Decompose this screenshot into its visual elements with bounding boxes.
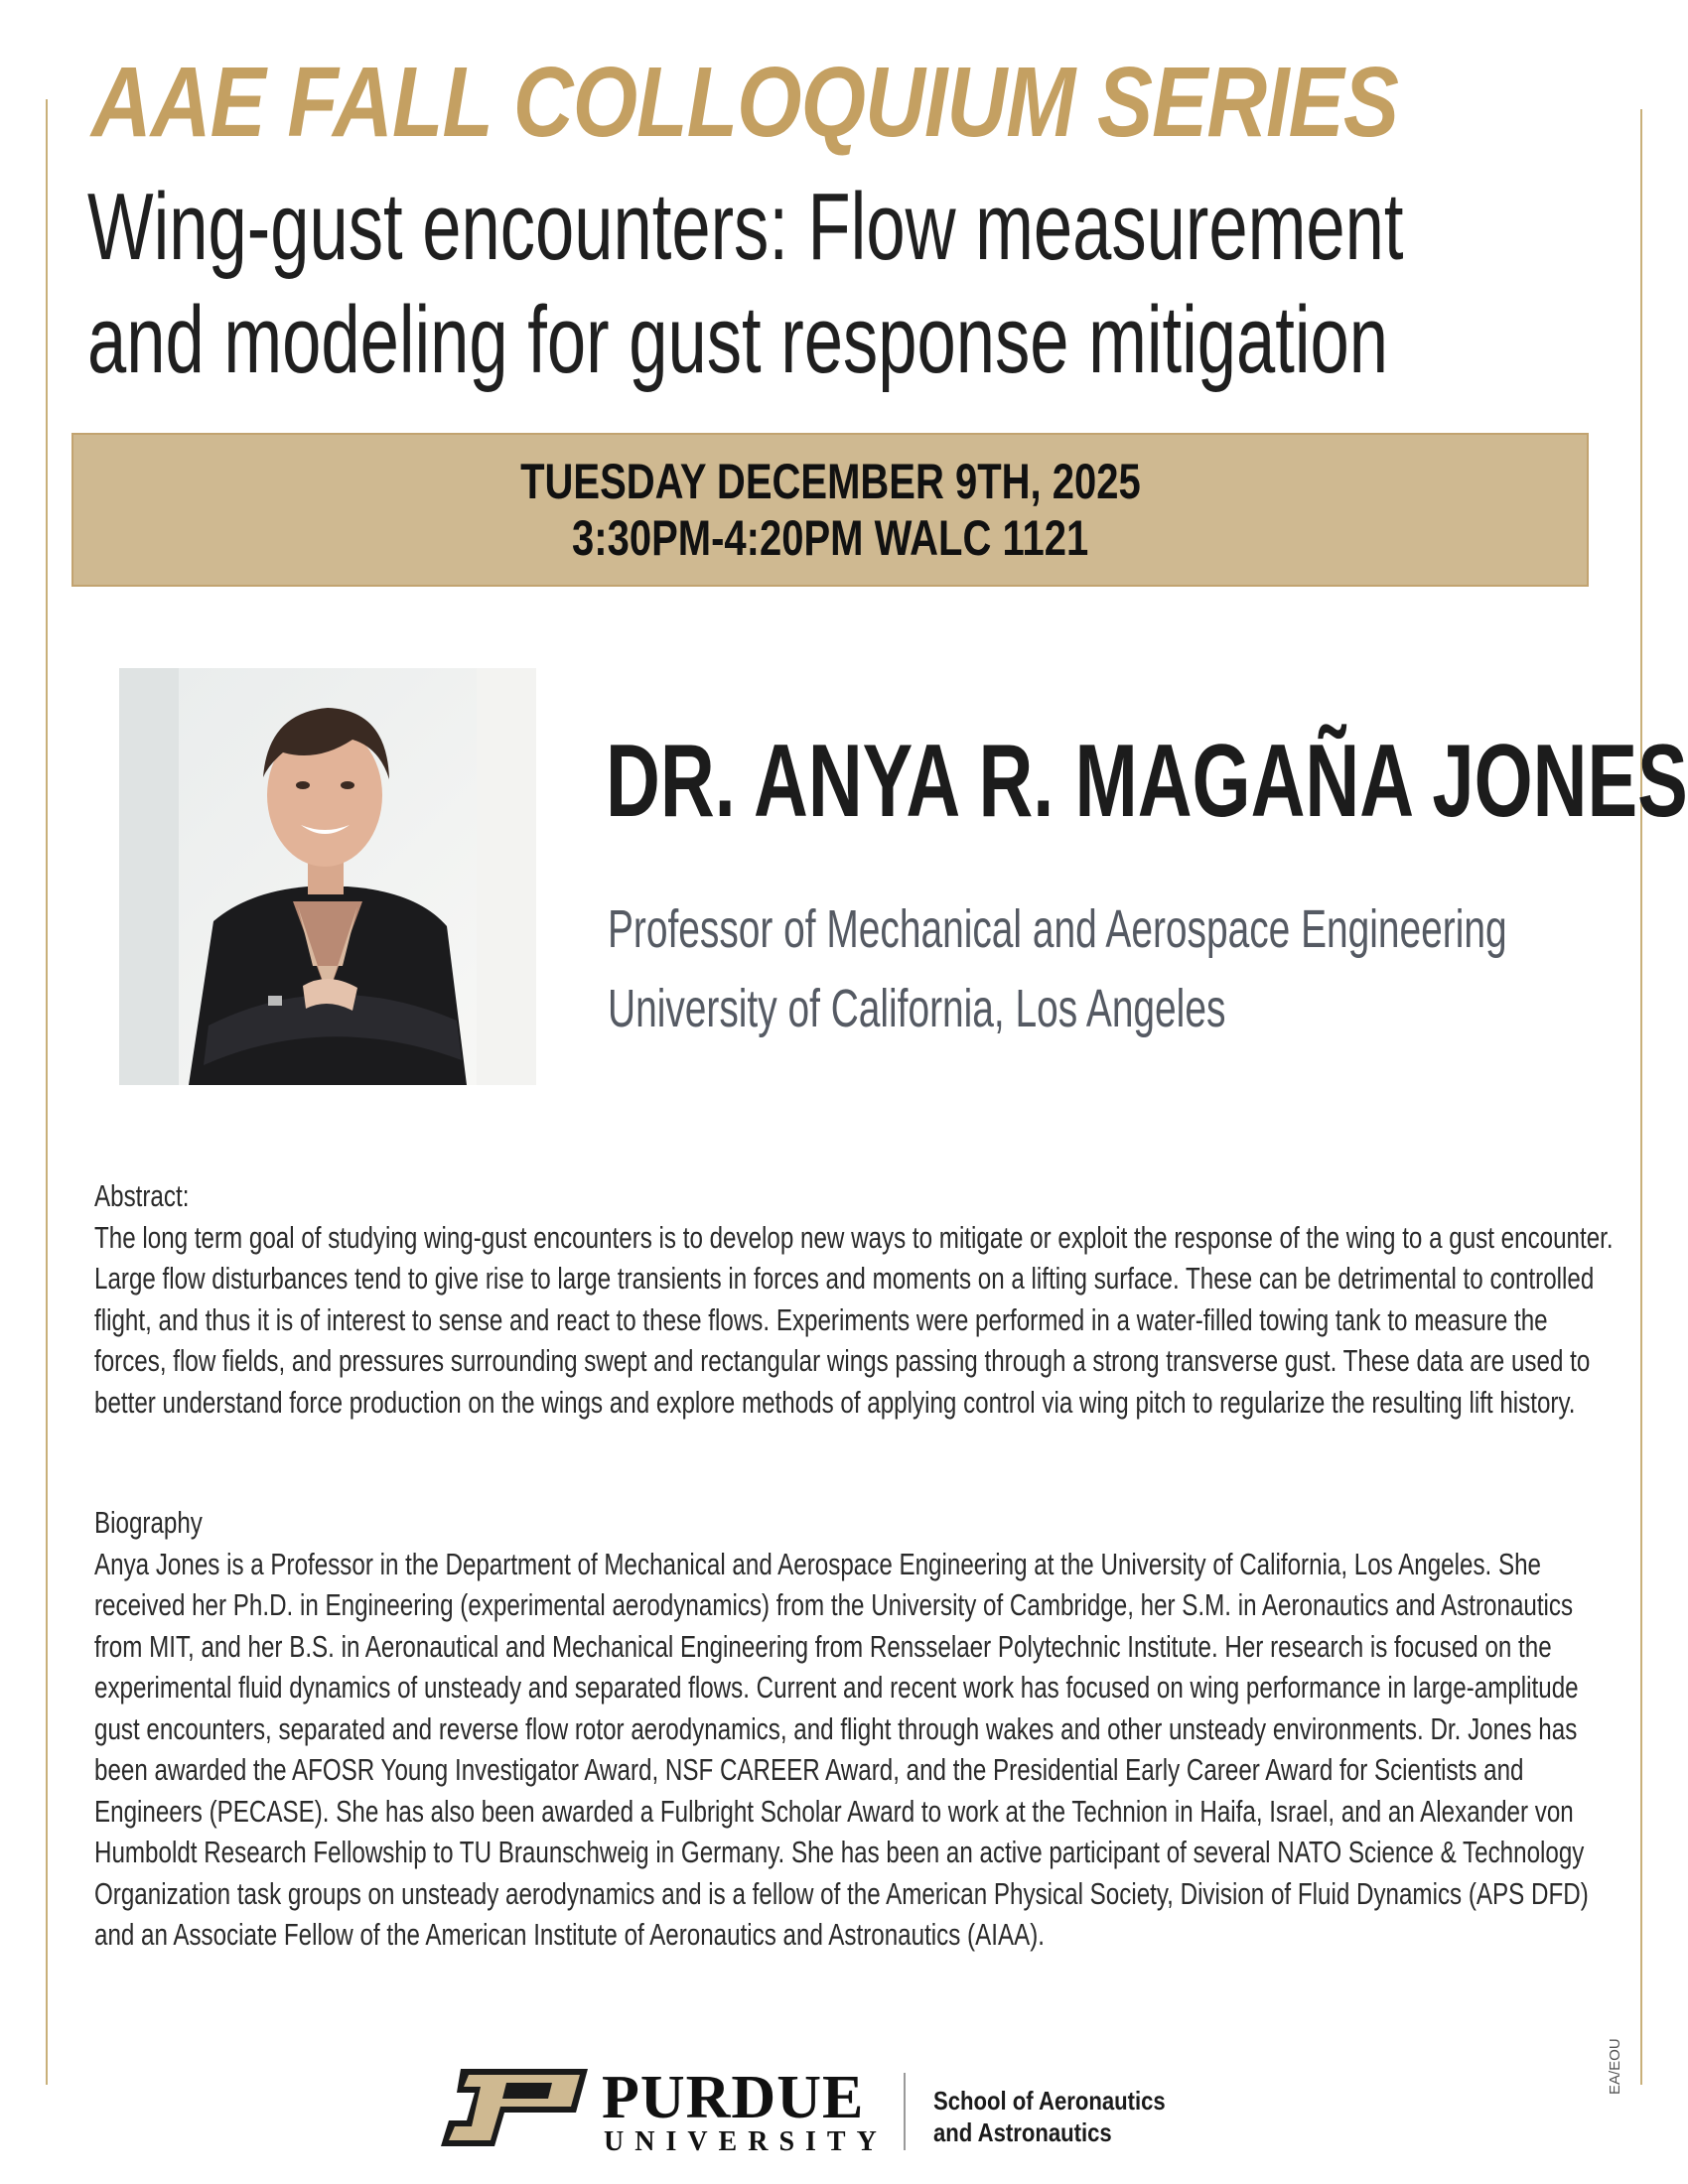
purdue-p-logo-icon	[435, 2067, 594, 2148]
school-name	[933, 2085, 1166, 2148]
abstract-heading: Abstract:	[94, 1178, 190, 1213]
talk-title-line-1: Wing-gust encounters: Flow measurement	[87, 174, 1404, 280]
left-gold-rule	[46, 99, 48, 2085]
abstract-body: The long term goal of studying wing-gust encounters is to develop new ways to mitigate or exploit the response of the wing to a gust encounter. Large flow disturbances tend to give rise to large transients in forces and moments on a lifting surface. These can be detrimental to controlled flight, and thus it is of interest to sense and react to these flows. Experiments were performed in a water-filled towing tank to measure the forces, flow fields, and pressures surrounding swept and rectangular wings passing through a strong transverse gust. These data are used to better understand force production on the wings and explore methods of applying control via wing pitch to regularize the resulting lift history.	[94, 1219, 1614, 1420]
abstract-section	[94, 1175, 1617, 1423]
school-name-line-2: and Astronautics	[933, 2117, 1112, 2147]
purdue-wordmark: PURDUE	[602, 2064, 865, 2131]
speaker-institution: University of California, Los Angeles	[608, 979, 1226, 1038]
speaker-portrait	[119, 668, 536, 1085]
biography-section	[94, 1502, 1617, 1956]
speaker-portrait-illustration	[119, 668, 536, 1085]
series-title: AAE FALL COLLOQUIUM SERIES	[91, 47, 1399, 158]
biography-body: Anya Jones is a Professor in the Department of Mechanical and Aerospace Engineering at the University of California, Los Angeles. She received her Ph.D. in Engineering (experimental aerodynamics) from the University of Cambridge, her S.M. in Aeronautics and Astronautics from MIT, and her B.S. in Aeronautical and Mechanical Engineering from Rensselaer Polytechnic Institute. Her research is focused on the experimental fluid dynamics of unsteady and separated flows. Current and recent work has focused on wing performance in large-amplitude gust encounters, separated and reverse flow rotor aerodynamics, and flight through wakes and other unsteady environments. Dr. Jones has been awarded the AFOSR Young Investigator Award, NSF CAREER Award, and the Presidential Early Career Award for Scientists and Engineers (PECASE). She has also been awarded a Fulbright Scholar Award to work at the Technion in Haifa, Israel, and an Alexander von Humboldt Research Fellowship to TU Braunschweig in Germany. She has been an active participant of several NATO Science & Technology Organization task groups on unsteady aerodynamics and is a fellow of the American Physical Society, Division of Fluid Dynamics (APS DFD) and an Associate Fellow of the American Institute of Aeronautics and Astronautics (AIAA).	[94, 1546, 1589, 1952]
event-time-location: 3:30PM-4:20PM WALC 1121	[571, 510, 1089, 566]
speaker-position: Professor of Mechanical and Aerospace Engineering	[608, 899, 1507, 959]
event-date-banner	[71, 433, 1589, 587]
speaker-name: DR. ANYA R. MAGAÑA JONES	[606, 724, 1688, 839]
event-date: TUESDAY DECEMBER 9TH, 2025	[519, 454, 1141, 509]
talk-title-line-2: and modeling for gust response mitigation	[87, 287, 1389, 393]
document-code: EA/EOU	[1607, 2038, 1623, 2095]
university-wordmark: UNIVERSITY	[604, 2126, 888, 2157]
footer-divider	[904, 2073, 906, 2150]
school-name-line-1: School of Aeronautics	[933, 2086, 1166, 2116]
talk-title	[87, 171, 1404, 397]
biography-heading: Biography	[94, 1505, 203, 1540]
right-gold-rule	[1640, 109, 1642, 2085]
